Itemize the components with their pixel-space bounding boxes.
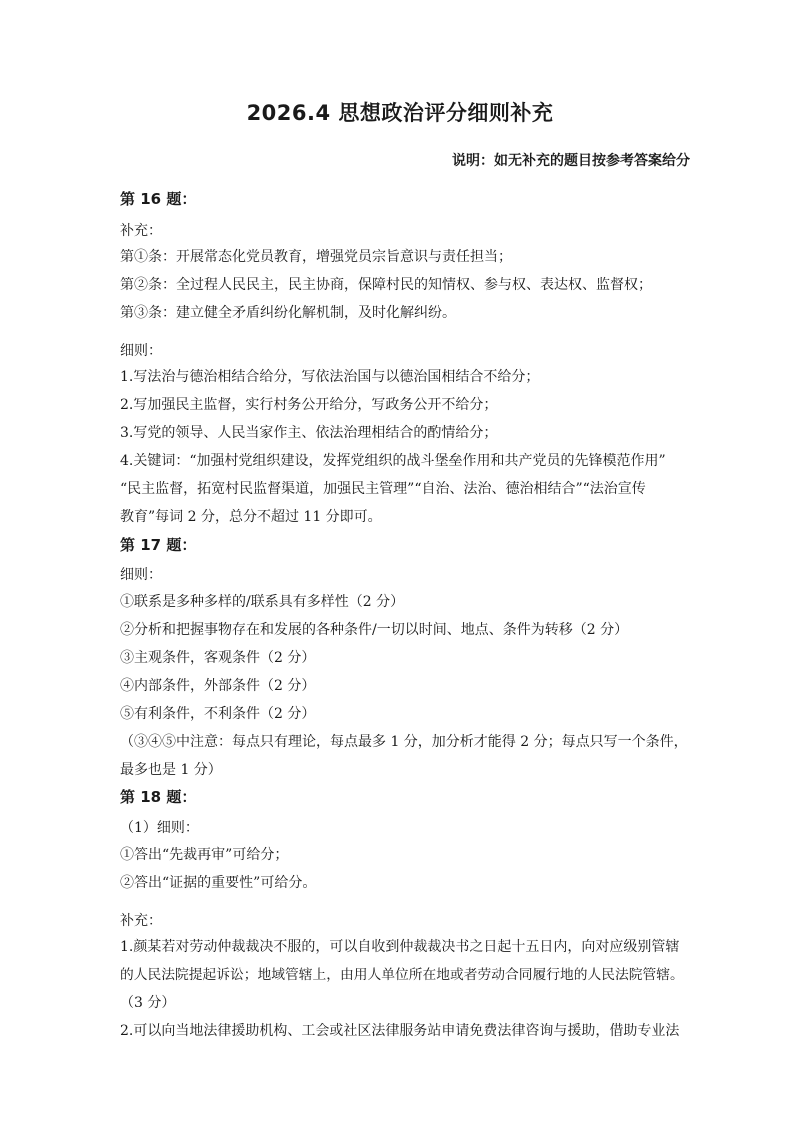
q18-supplement-2: 2.可以向当地法律援助机构、工会或社区法律服务站申请免费法律咨询与援助，借助专业法 (120, 1023, 680, 1039)
q17-item-1: ①联系是多种多样的/联系具有多样性（2 分） (120, 594, 405, 610)
q16-supplement-2: 第②条：全过程人民民主，民主协商，保障村民的知情权、参与权、表达权、监督权； (120, 277, 652, 293)
q17-note-end: 最多也是 1 分） (120, 762, 222, 778)
q17-item-5: ⑤有利条件，不利条件（2 分） (120, 706, 316, 722)
note-text: 说明：如无补充的题目按参考答案给分 (452, 153, 690, 169)
q18-supplement-1-score: （3 分） (120, 995, 176, 1011)
q17-rules-label: 细则： (120, 567, 162, 583)
q16-rule-2: 2.写加强民主监督，实行村务公开给分，写政务公开不给分； (120, 397, 498, 413)
q17-heading: 第 17 题： (120, 536, 197, 554)
q16-rules-label: 细则： (120, 343, 162, 359)
q16-rule-4-cont: “民主监督，拓宽村民监督渠道，加强民主管理”“自治、法治、德治相结合”“法治宣传 (120, 481, 646, 497)
q18-supplement-1: 1.颜某若对劳动仲裁裁决不服的，可以自收到仲裁裁决书之日起十五日内，向对应级别管辖 (120, 939, 680, 955)
q16-rule-3: 3.写党的领导、人民当家作主、依法治理相结合的酌情给分； (120, 425, 498, 441)
q16-supplement-3: 第③条：建立健全矛盾纠纷化解机制，及时化解纠纷。 (120, 305, 456, 321)
q17-item-2: ②分析和把握事物存在和发展的各种条件/一切以时间、地点、条件为转移（2 分） (120, 622, 629, 638)
page-title: 2026.4 思想政治评分细则补充 (246, 101, 554, 125)
q16-rule-1: 1.写法治与德治相结合给分，写依法治国与以德治国相结合不给分； (120, 369, 540, 385)
q16-supplement-label: 补充： (120, 223, 162, 239)
q16-rule-4: 4.关键词：“加强村党组织建设，发挥党组织的战斗堡垒作用和共产党员的先锋模范作用” (120, 453, 666, 469)
q18-sub1-item-2: ②答出“证据的重要性”可给分。 (120, 875, 317, 891)
q16-heading: 第 16 题： (120, 190, 197, 208)
q18-supplement-label: 补充： (120, 913, 162, 929)
q16-rule-4-end: 教育”每词 2 分，总分不超过 11 分即可。 (120, 509, 382, 525)
q18-heading: 第 18 题： (120, 788, 197, 806)
q18-sub1-label: （1）细则： (120, 820, 199, 836)
q17-item-4: ④内部条件，外部条件（2 分） (120, 678, 316, 694)
q17-item-3: ③主观条件，客观条件（2 分） (120, 650, 316, 666)
q18-sub1-item-1: ①答出“先裁再审”可给分； (120, 847, 289, 863)
q16-supplement-1: 第①条：开展常态化党员教育，增强党员宗旨意识与责任担当； (120, 249, 512, 265)
q17-note: （③④⑤中注意：每点只有理论，每点最多 1 分，加分析才能得 2 分；每点只写一个条件， (120, 734, 688, 750)
q18-supplement-1-cont: 的人民法院提起诉讼；地域管辖上，由用人单位所在地或者劳动合同履行地的人民法院管辖。 (120, 967, 684, 983)
